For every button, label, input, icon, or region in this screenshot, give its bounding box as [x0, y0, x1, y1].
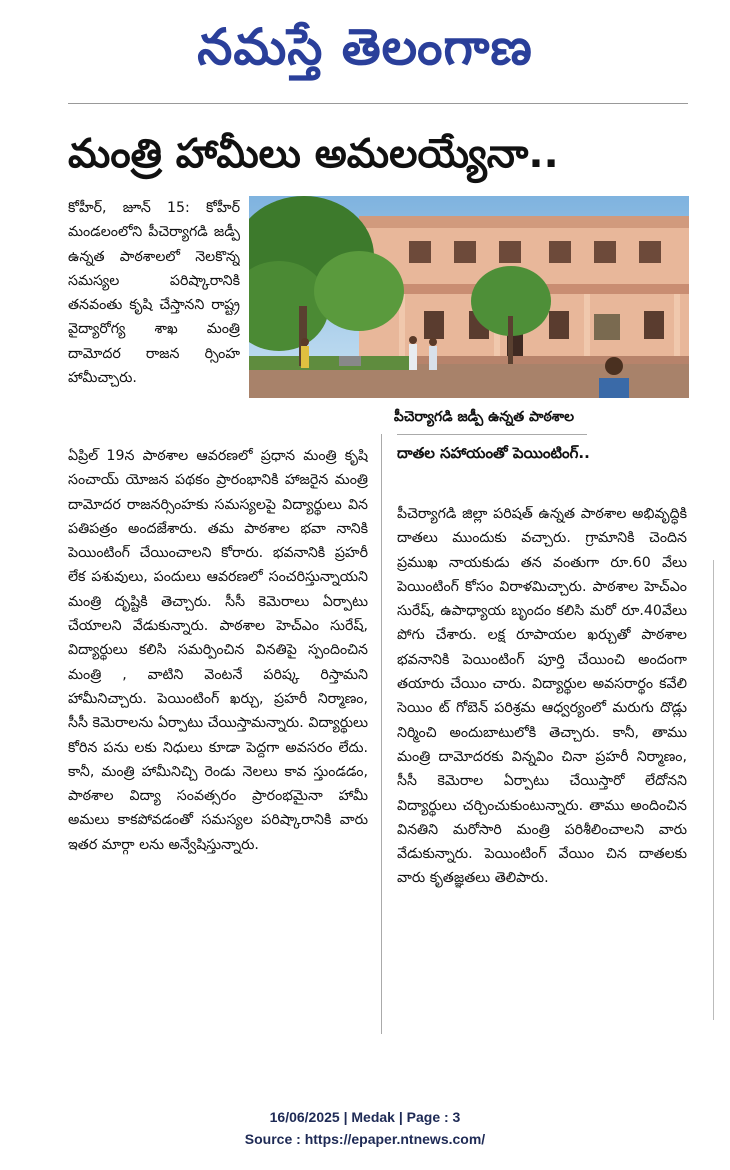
photo-caption: పీచెర్యాగడి జడ్పీ ఉన్నత పాఠశాల [393, 409, 575, 425]
masthead-divider [68, 103, 688, 104]
masthead-logo: నమస్తే తెలంగాణ [197, 18, 533, 76]
caption-divider [397, 434, 587, 435]
school-photo [249, 196, 689, 398]
column-divider [381, 434, 382, 1034]
right-border [713, 560, 714, 1020]
side-story-body: పీచెర్యాగడి జిల్లా పరిషత్ ఉన్నత పాఠశాల అభివృద్ధికి దాతలు ముందుకు వచ్చారు. గ్రామానికి చెందిన ప్రముఖ నాయకుడు తన వంతుగా రూ.60 వేలు పెయింటింగ్ కోసం విరాళమిచ్చారు. పాఠశాల హెచ్ఎం సురేష్, ఉపాధ్యాయ బృందం కలిసి మరో రూ.40వేలు పోగు చేశారు. లక్ష రూపాయల ఖర్చుతో పాఠశాల భవనానికి పెయింటింగ్ పూర్తి చేయించి అందంగా తయారు చేయిం చారు. విద్యార్థుల అవసరార్థం కవేలి సెయిం ట్ గోబెన్ పరిశ్రమ ఆధ్వర్యంలో మరుగు దొడ్లు నిర్మించి అందుబాటులోకి తెచ్చారు. కానీ, తాము మంత్రి దామోదరకు విన్నవిం చినా ప్రహరీ నిర్మాణం, సీసీ కెమెరాల ఏర్పాటు చేయిస్తారో లేదోనని విద్యార్థులు చర్చించుకుంటున్నారు. తాము అందించిన వినతిని మరోసారి మంత్రి పరిశీలించాలని వారు వేడుకున్నారు. పెయింటింగ్ వేయిం చిన దాతలకు వారు కృతజ్ఞతలు తెలిపారు. [397, 506, 687, 887]
page-footer [150, 1106, 580, 1154]
footer-date-line: 16/06/2025 | Medak | Page : 3 [269, 1109, 461, 1125]
article-lead: కోహీర్, జూన్ 15: కోహీర్ మండలంలోని పీచెర్యాగడి జడ్పీ ఉన్నత పాఠశాలలో నెలకొన్న సమస్యల పరిష్కారానికి తనవంతు కృషి చేస్తానని రాష్ట్ర వైద్యారోగ్య శాఖ మంత్రి దామోదర రాజన ర్సింహ హామీచ్చారు. [68, 200, 240, 387]
footer-source-line: Source : https://epaper.ntnews.com/ [244, 1131, 486, 1147]
side-story-subhead: దాతల సహాయంతో పెయింటింగ్.. [397, 444, 590, 462]
article-body: ఏప్రిల్ 19న పాఠశాల ఆవరణలో ప్రధాన మంత్రి కృషి సంచాయ్ యోజన పథకం ప్రారంభానికి హాజరైన మంత్రి దామోదర రాజనర్సింహకు సమస్యలపై విద్యార్థులు విన పతిపత్రం అందజేశారు. తమ పాఠశాల భవా నానికి పెయింటింగ్ చేయించాలని కోరారు. భవనానికి ప్రహరీ లేక పశువులు, పందులు ఆవరణలో సంచరిస్తున్నాయని మంత్రి దృష్టికి తెచ్చారు. సీసీ కెమెరాలు ఏర్పాటు చేయాలని వేడుకున్నారు. పాఠశాల హెచ్ఎం సురేష్, విద్యార్థులు కలిసి సమర్పించిన వినతిపై స్పందించిన మంత్రి , వాటిని వెంటనే పరిష్క రిస్తామని హామీనిచ్చారు. పెయింటింగ్ ఖర్చు, ప్రహరీ నిర్మాణం, సీసీ కెమెరాలను ఏర్పాటు చేయిస్తామన్నారు. విద్యార్థులు కోరిన పను లకు నిధులు కూడా పెద్దగా అవసరం లేదు. కానీ, మంత్రి హామీనిచ్చి రెండు నెలలు కావ స్తుండడం, పాఠశాల విద్యా సంవత్సరం ప్రారంభమైనా హామీ అమలు కాకపోవడంతో సమస్యల పరిష్కారానికి వారు ఇతర మార్గా లను అన్వేషిస్తున్నారు. [68, 448, 368, 853]
article-headline: మంత్రి హామీలు అమలయ్యేనా.. [68, 131, 559, 177]
